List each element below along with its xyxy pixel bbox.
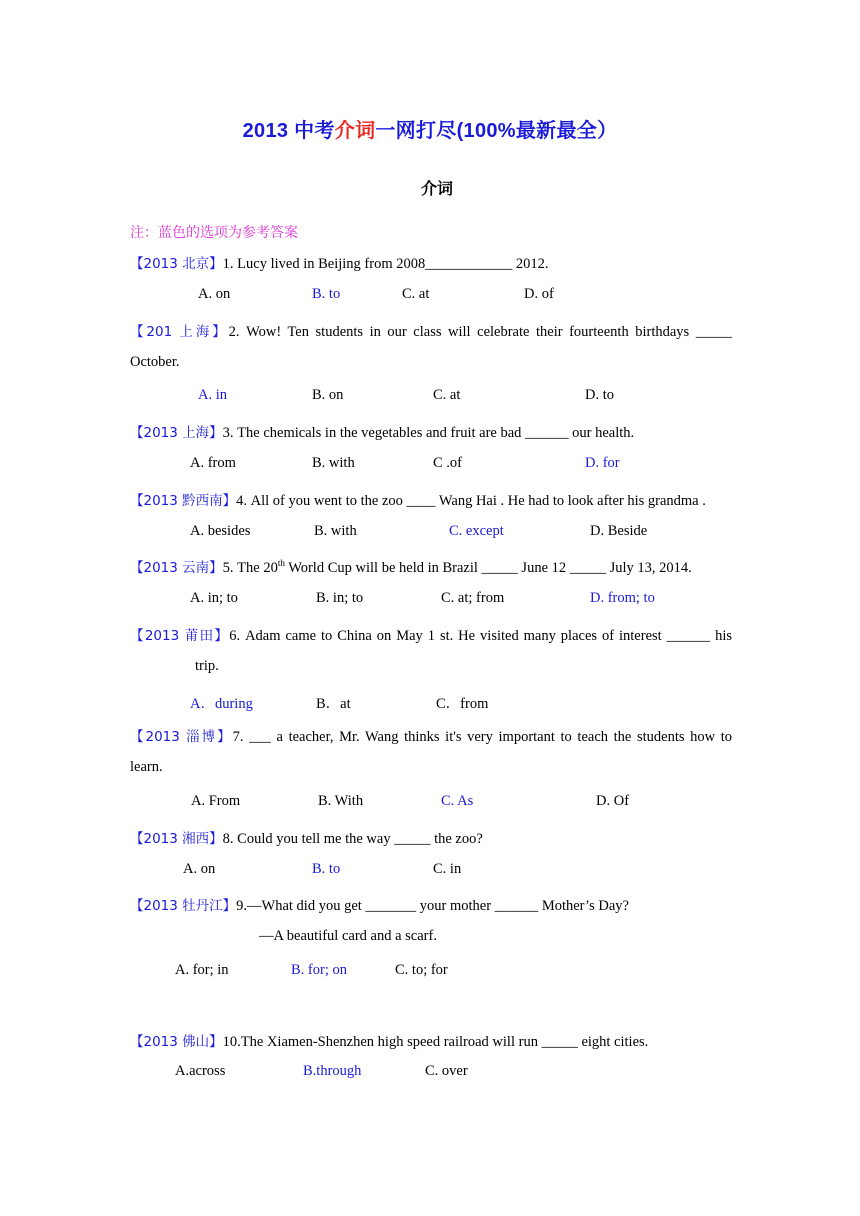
question-6-option-c: C．from: [436, 696, 489, 712]
question-8-option-c: C. in: [433, 861, 462, 877]
question-3-option-a: A. from: [190, 455, 236, 471]
question-4-option-c-answer: C. except: [449, 523, 504, 539]
question-4-option-d: D. Beside: [590, 523, 648, 539]
question-10-option-a: A.across: [175, 1063, 226, 1079]
question-10-option-c: C. over: [425, 1063, 468, 1079]
question-9-option-b-answer: B. for; on: [291, 962, 347, 978]
question-2-option-b: B. on: [312, 387, 344, 403]
question-4-option-a: A. besides: [190, 523, 251, 539]
question-7-stem: 【2013 淄博】7. ___ a teacher, Mr. Wang thinks it's very important to teach the students how to: [130, 729, 732, 745]
question-5-option-c: C. at; from: [441, 590, 505, 606]
question-5-option-a: A. in; to: [190, 590, 238, 606]
question-4-stem: 【2013 黔西南】4. All of you went to the zoo ____ Wang Hai . He had to look after his grandma .: [130, 493, 706, 509]
question-3-option-c: C .of: [433, 455, 462, 471]
question-1-option-c: C. at: [402, 286, 430, 302]
question-7-stem-cont: learn.: [130, 759, 163, 775]
question-2-option-d: D. to: [585, 387, 614, 403]
question-9-stem: 【2013 牡丹江】9.—What did you get _______ your mother ______ Mother’s Day?: [130, 898, 629, 914]
question-2-stem-cont: October.: [130, 354, 180, 370]
question-10-option-b-answer: B.through: [303, 1063, 362, 1079]
question-2-option-a-answer: A. in: [198, 387, 227, 403]
question-5-option-b: B. in; to: [316, 590, 364, 606]
question-7-option-c-answer: C. As: [441, 793, 474, 809]
question-2-stem: 【201 上海】2. Wow! Ten students in our class will celebrate their fourteenth birthdays _____: [130, 324, 732, 340]
question-1-option-d: D. of: [524, 286, 554, 302]
question-4-option-b: B. with: [314, 523, 357, 539]
question-2-option-c: C. at: [433, 387, 461, 403]
section-heading: 介词: [420, 179, 453, 198]
question-7-option-b: B. With: [318, 793, 364, 809]
question-6-stem: 【2013 莆田】6. Adam came to China on May 1 st. He visited many places of interest ______ his: [130, 628, 732, 644]
question-9-option-c: C. to; for: [395, 962, 448, 978]
question-5-stem: 【2013 云南】5. The 20th World Cup will be held in Brazil _____ June 12 _____ July 13, 2014.: [130, 558, 692, 576]
question-1-option-a: A. on: [198, 286, 231, 302]
question-5-option-d-answer: D. from; to: [590, 590, 655, 606]
answer-note: 注：蓝色的选项为参考答案: [130, 225, 298, 241]
question-3-option-d-answer: D. for: [585, 455, 620, 471]
question-7-option-d: D. Of: [596, 793, 630, 809]
question-9-reply: —A beautiful card and a scarf.: [259, 928, 437, 944]
question-6-option-a-answer: A．during: [190, 696, 253, 712]
question-8-stem: 【2013 湘西】8. Could you tell me the way _____ the zoo?: [130, 831, 483, 847]
page-title: 2013 中考介词一网打尽(100%最新最全）: [242, 120, 618, 142]
question-8-option-a: A. on: [183, 861, 216, 877]
question-3-option-b: B. with: [312, 455, 355, 471]
question-3-stem: 【2013 上海】3. The chemicals in the vegetables and fruit are bad ______ our health.: [130, 425, 635, 441]
question-6-option-b: B．at: [316, 696, 351, 712]
question-7-option-a: A. From: [191, 793, 241, 809]
question-1-stem: 【2013 北京】1. Lucy lived in Beijing from 2008____________ 2012.: [130, 256, 549, 272]
question-8-option-b-answer: B. to: [312, 861, 341, 877]
question-9-option-a: A. for; in: [175, 962, 229, 978]
question-1-option-b-answer: B. to: [312, 286, 341, 302]
question-6-stem-cont: trip.: [195, 658, 219, 674]
question-10-stem: 【2013 佛山】10.The Xiamen-Shenzhen high speed railroad will run _____ eight cities.: [130, 1034, 649, 1050]
